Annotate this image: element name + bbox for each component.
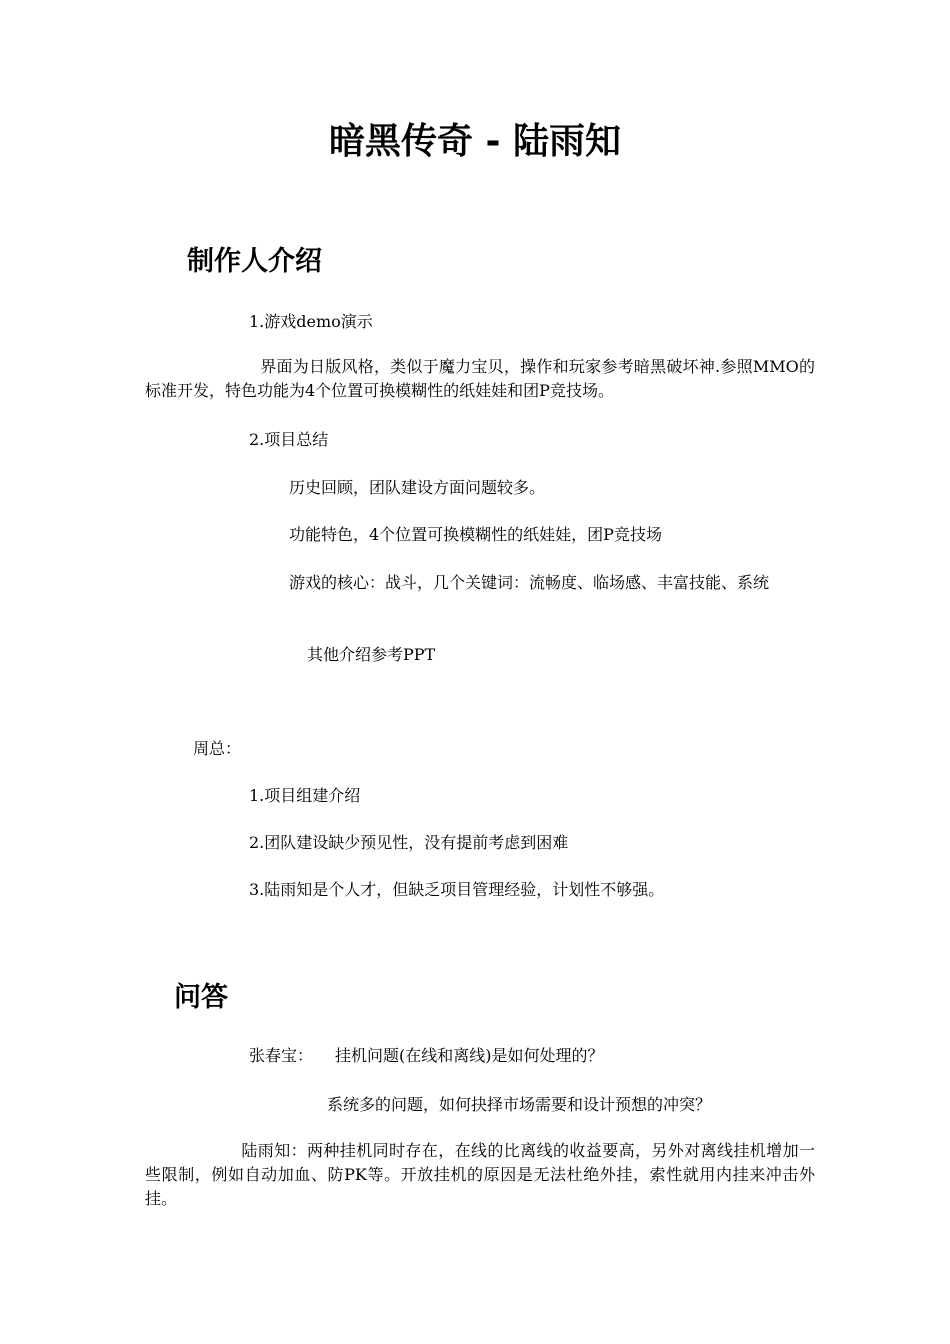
- document-title: 暗黑传奇 - 陆雨知: [328, 121, 621, 162]
- summary-features-line: 功能特色，4个位置可换模糊性的纸娃娃，团P竞技场: [289, 525, 662, 544]
- item-demo-text: [145, 355, 815, 403]
- answer-paragraph: [145, 1139, 815, 1211]
- zhou-summary-item-2: 2.团队建设缺少预见性，没有提前考虑到困难: [249, 833, 569, 852]
- question-speaker: 张春宝：: [249, 1046, 314, 1065]
- summary-core-line-content: 游戏的核心：战斗，几个关键词：流畅度、临场感、丰富技能、系统: [289, 573, 770, 592]
- answer-paragraph-content: 陆雨知：两种挂机同时存在，在线的比离线的收益要高，另外对离线挂机增加一些限制，例如自动加血、防PK等。开放挂机的原因是无法杜绝外挂，索性就用内挂来冲击外挂。: [145, 1141, 815, 1208]
- item-demo-title: 1.游戏demo演示: [249, 312, 373, 331]
- section-heading-producer-intro: 制作人介绍: [187, 246, 322, 277]
- summary-history-line: 历史回顾，团队建设方面问题较多。: [289, 478, 546, 497]
- section-heading-qa: 问答: [174, 982, 228, 1013]
- item-summary-title: 2.项目总结: [249, 430, 329, 449]
- zhou-summary-item-1: 1.项目组建介绍: [249, 786, 361, 805]
- zhou-summary-label: 周总：: [193, 739, 242, 758]
- zhou-summary-item-3: 3.陆雨知是个人才，但缺乏项目管理经验，计划性不够强。: [249, 880, 665, 899]
- question-2: 系统多的问题，如何抉择市场需要和设计预想的冲突？: [327, 1095, 712, 1114]
- summary-ppt-line: 其他介绍参考PPT: [307, 645, 436, 664]
- item-demo-text-content: 界面为日版风格，类似于魔力宝贝，操作和玩家参考暗黑破坏神.参照MMO的标准开发，特色功能为4个位置可换模糊性的纸娃娃和团P竞技场。: [145, 357, 815, 400]
- summary-core-line: [145, 571, 815, 595]
- question-1: 挂机问题(在线和离线)是如何处理的？: [335, 1046, 604, 1065]
